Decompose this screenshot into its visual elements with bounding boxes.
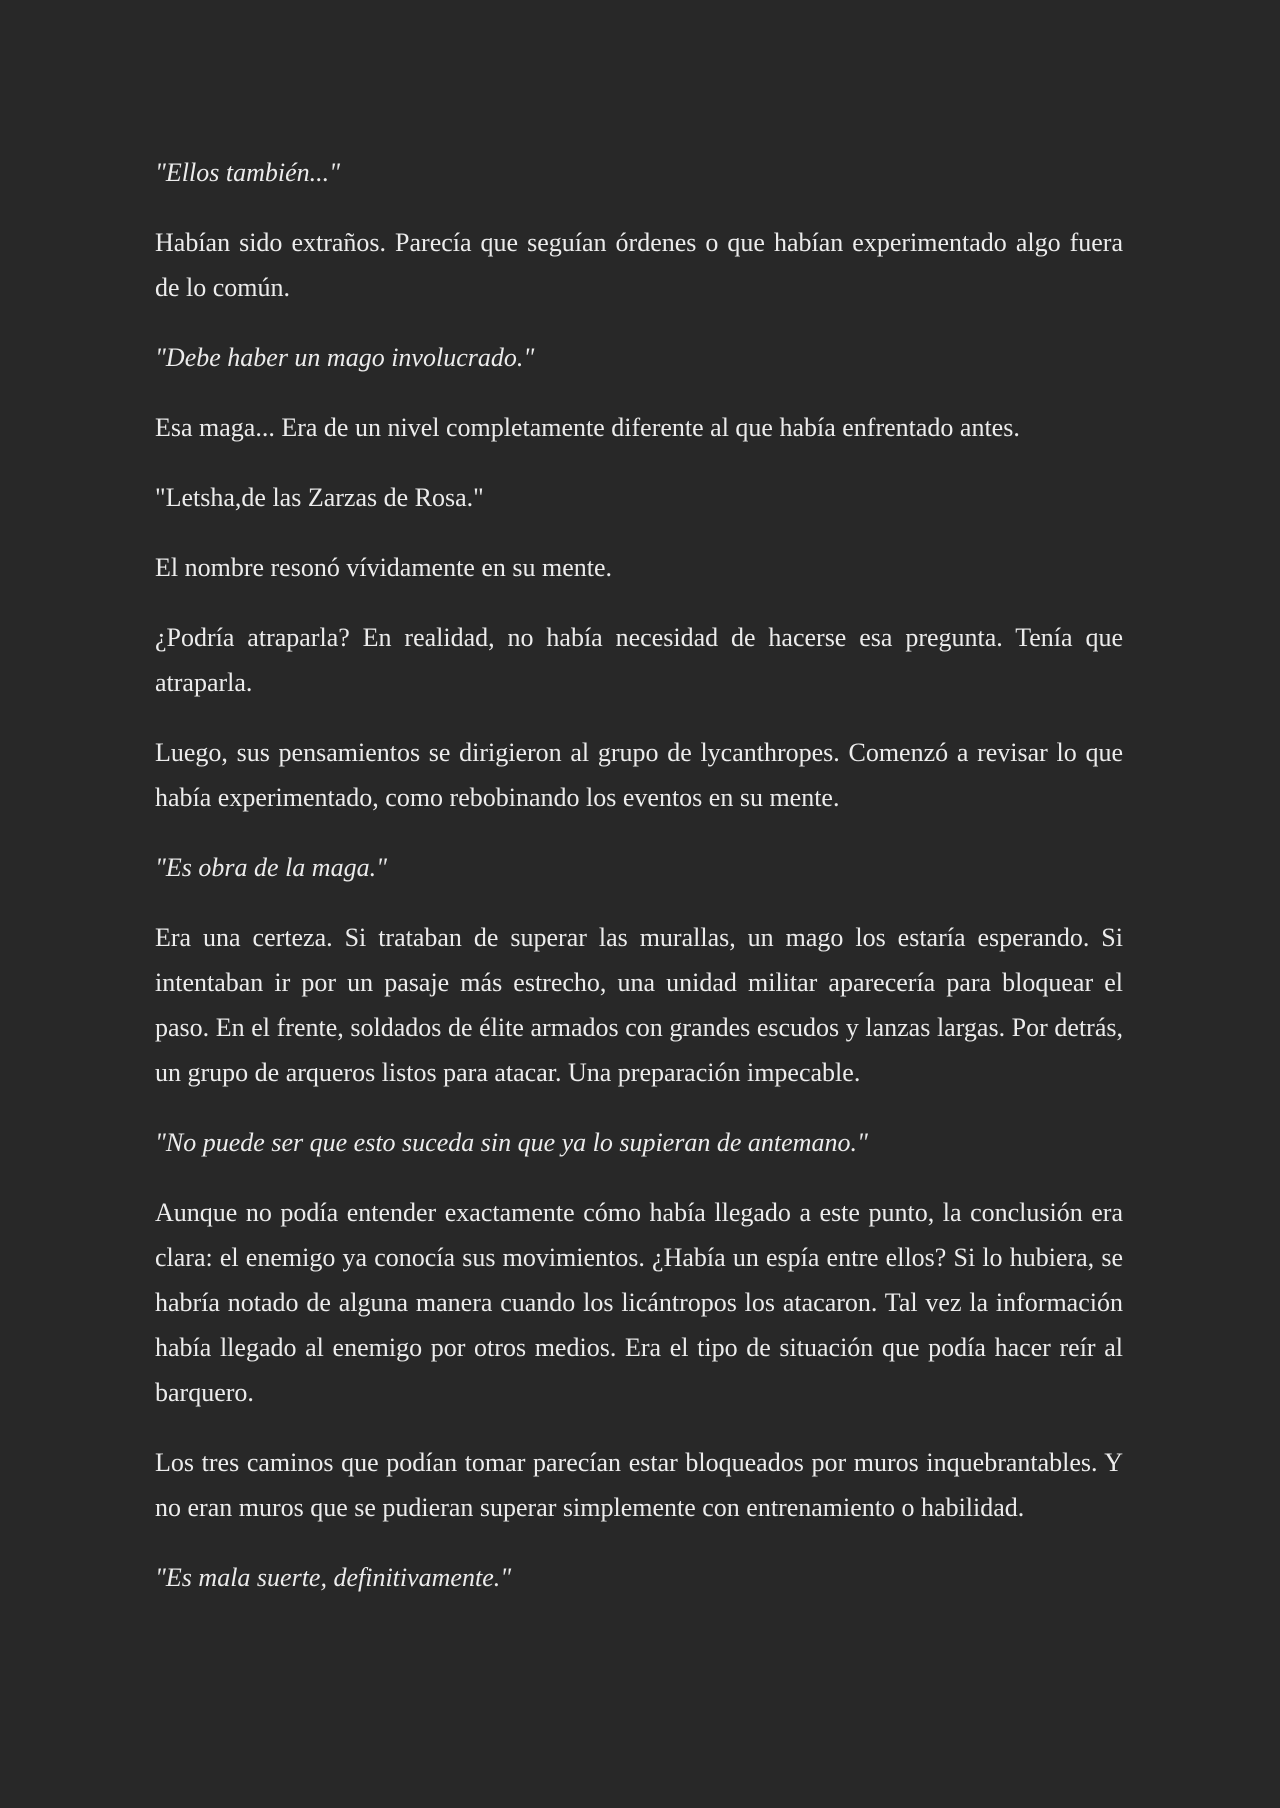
thought-paragraph: "No puede ser que esto suceda sin que ya lo supieran de antemano." <box>155 1128 868 1157</box>
thought-paragraph: "Ellos también..." <box>155 158 341 187</box>
paragraph: ¿Podría atraparla? En realidad, no había necesidad de hacerse esa pregunta. Tenía que atraparla. <box>155 623 1123 697</box>
paragraph: Aunque no podía entender exactamente cómo había llegado a este punto, la conclusión era clara: el enemigo ya conocía sus movimientos. ¿Había un espía entre ellos? Si lo hubiera, se habría notado de alguna manera cuando los licántropos los atacaron. Tal vez la información había llegado al enemigo por otros medios. Era el tipo de situación que podía hacer reír al barquero. <box>155 1198 1123 1407</box>
paragraph: Los tres caminos que podían tomar parecían estar bloqueados por muros inquebrantables. Y no eran muros que se pudieran superar simplemente con entrenamiento o habilidad. <box>155 1448 1123 1522</box>
paragraph: El nombre resonó vívidamente en su mente. <box>155 553 613 582</box>
paragraph: Luego, sus pensamientos se dirigieron al grupo de lycanthropes. Comenzó a revisar lo que había experimentado, como rebobinando los eventos en su mente. <box>155 738 1123 812</box>
thought-paragraph: "Es obra de la maga." <box>155 853 387 882</box>
chapter-text <box>155 150 1123 1625</box>
paragraph: Era una certeza. Si trataban de superar las murallas, un mago los estaría esperando. Si intentaban ir por un pasaje más estrecho, una unidad militar aparecería para bloquear el paso. En el frente, soldados de élite armados con grandes escudos y lanzas largas. Por detrás, un grupo de arqueros listos para atacar. Una preparación impecable. <box>155 923 1123 1087</box>
thought-paragraph: "Es mala suerte, definitivamente." <box>155 1563 512 1592</box>
thought-paragraph: "Debe haber un mago involucrado." <box>155 343 535 372</box>
paragraph: "Letsha,de las Zarzas de Rosa." <box>155 483 484 512</box>
paragraph: Esa maga... Era de un nivel completamente diferente al que había enfrentado antes. <box>155 413 1020 442</box>
paragraph: Habían sido extraños. Parecía que seguían órdenes o que habían experimentado algo fuera de lo común. <box>155 228 1123 302</box>
